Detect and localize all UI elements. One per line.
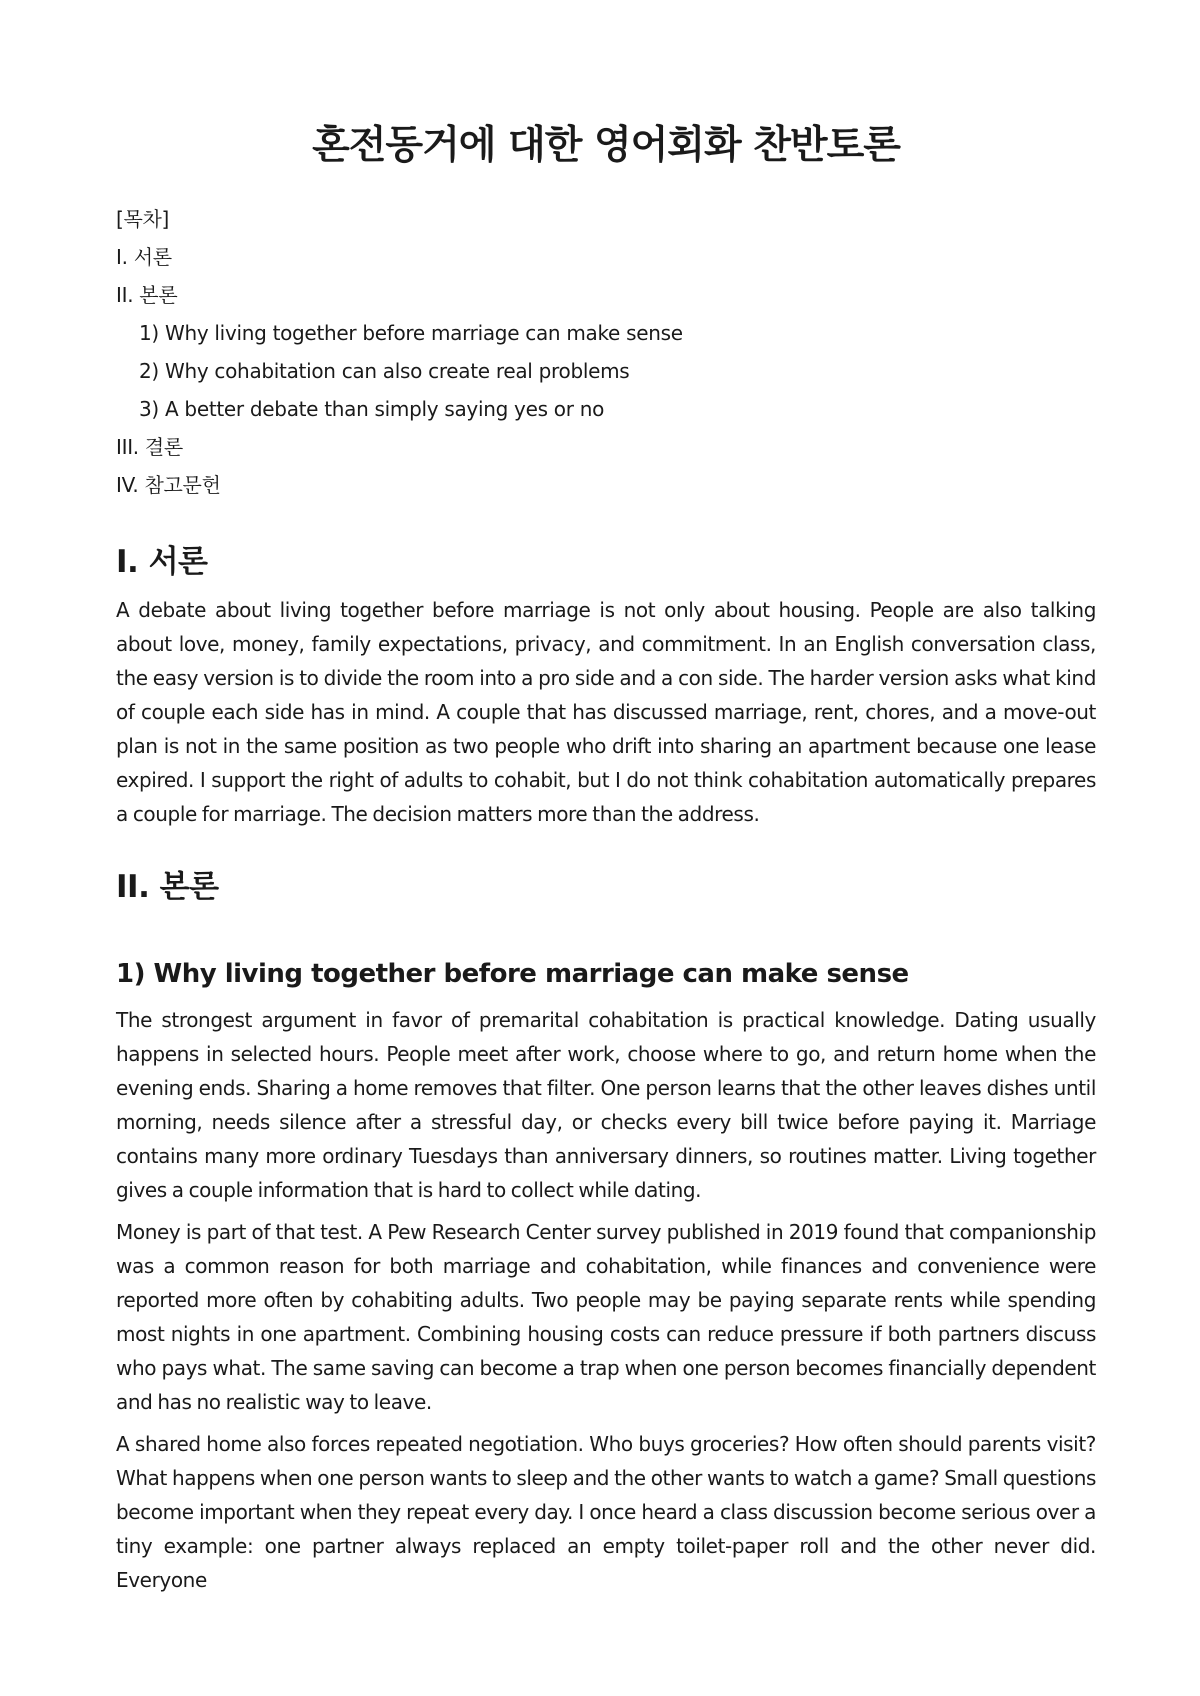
toc-item-body-2: 2) Why cohabitation can also create real problems [139, 359, 630, 383]
toc-item-body-3: 3) A better debate than simply saying yes or no [139, 397, 605, 421]
document-title: 혼전동거에 대한 영어회화 찬반토론 [312, 123, 900, 168]
toc-item-body-1: 1) Why living together before marriage can make sense [139, 321, 683, 345]
toc-heading: [목차] [116, 207, 170, 231]
body-paragraph: A shared home also forces repeated negotiation. Who buys groceries? How often should parents visit? What happens when one person wants to sleep and the other wants to watch a game? Small questions become important when they repeat every day. I once heard a class discussion become serious over a tiny example: one partner always replaced an empty toilet-paper roll and the other never did. Everyone [116, 1432, 1096, 1592]
toc-item-conclusion: III. 결론 [116, 435, 183, 459]
intro-paragraph: A debate about living together before marriage is not only about housing. People are also talking about love, money, family expectations, privacy, and commitment. In an English conversation class, the easy version is to divide the room into a pro side and a con side. The harder version asks what kind of couple each side has in mind. A couple that has discussed marriage, rent, chores, and a move-out plan is not in the same position as two people who drift into sharing an apartment because one lease expired. I support the right of adults to cohabit, but I do not think cohabitation automatically prepares a couple for marriage. The decision matters more than the address. [116, 598, 1096, 826]
body-paragraph: The strongest argument in favor of premarital cohabitation is practical knowledge. Dating usually happens in selected hours. People meet after work, choose where to go, and return home when the evening ends. Sharing a home removes that filter. One person learns that the other leaves dishes until morning, needs silence after a stressful day, or checks every bill twice before paying it. Marriage contains many more ordinary Tuesdays than anniversary dinners, so routines matter. Living together gives a couple information that is hard to collect while dating. [116, 1008, 1096, 1202]
toc-item-references: IV. 참고문헌 [116, 473, 221, 497]
table-of-contents [116, 200, 1096, 504]
subsection-1-heading: 1) Why living together before marriage can make sense [116, 959, 909, 989]
body-heading: II. 본론 [116, 869, 219, 905]
intro-heading: I. 서론 [116, 544, 208, 580]
toc-item-intro: I. 서론 [116, 245, 172, 269]
document-page [116, 118, 1096, 1597]
toc-item-body: II. 본론 [116, 283, 178, 307]
body-paragraph: Money is part of that test. A Pew Research Center survey published in 2019 found that companionship was a common reason for both marriage and cohabitation, while finances and convenience were reported more often by cohabiting adults. Two people may be paying separate rents while spending most nights in one apartment. Combining housing costs can reduce pressure if both partners discuss who pays what. The same saving can become a trap when one person becomes financially dependent and has no realistic way to leave. [116, 1220, 1096, 1414]
